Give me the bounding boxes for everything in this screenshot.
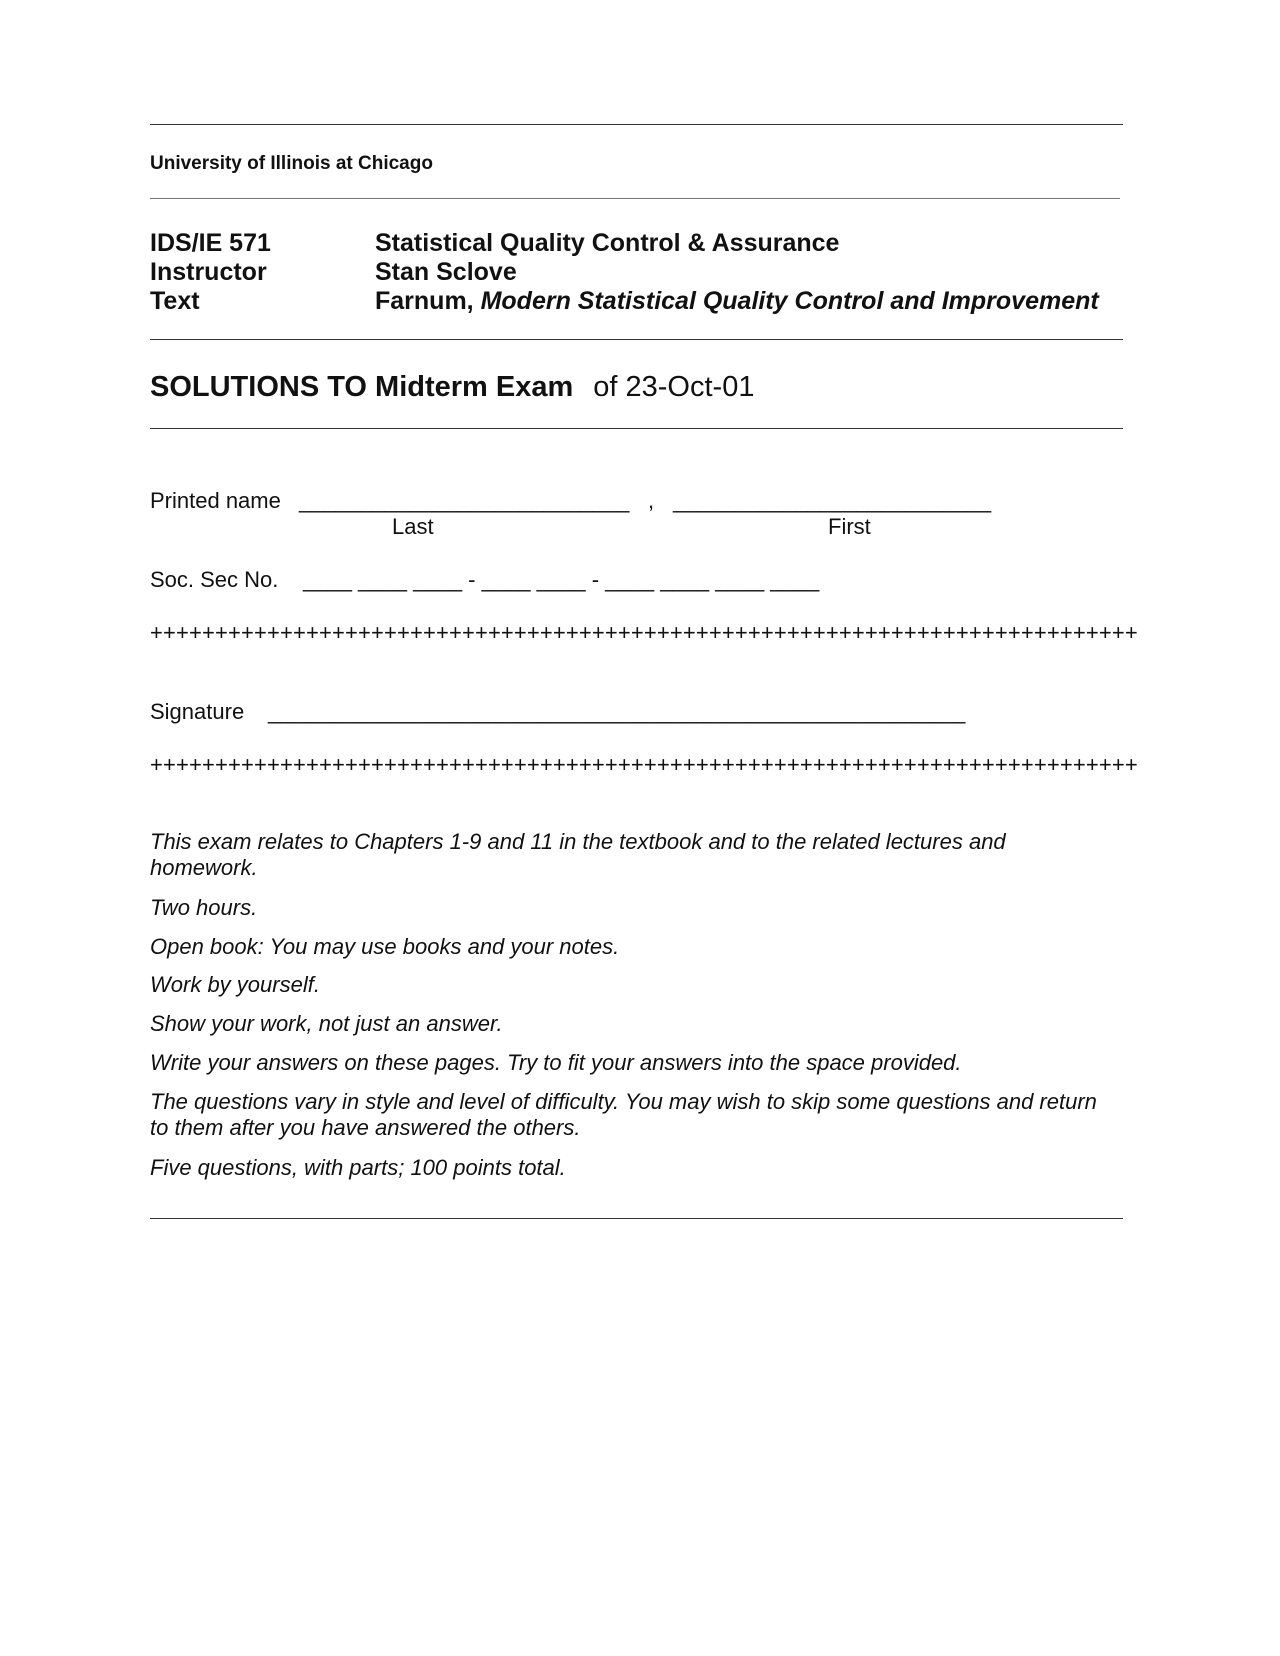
instruction-points: Five questions, with parts; 100 points total. [150, 1155, 566, 1180]
course-label: IDS/IE 571 [150, 229, 271, 257]
signature-label: Signature [150, 699, 245, 724]
instructor-value: Stan Sclove [375, 258, 517, 286]
text-author: Farnum, [375, 287, 481, 315]
last-name-blank[interactable]: ___________________________ [299, 488, 630, 513]
plus-separator-2: ++++++++++++++++++++++++++++++++++++++++++++++++++++++++++++++++++++++++++++ [150, 752, 1138, 777]
ssn-blanks[interactable]: ____ ____ ____ - ____ ____ - ____ ____ ____ ____ [303, 567, 820, 592]
plus-separator-1: ++++++++++++++++++++++++++++++++++++++++++++++++++++++++++++++++++++++++++++ [150, 620, 1138, 645]
first-caption: First [828, 514, 871, 539]
instruction-difficulty: The questions vary in style and level of difficulty. You may wish to skip some questions and return to them after you have answered the others. [150, 1089, 1097, 1140]
instruction-write-answers: Write your answers on these pages. Try to fit your answers into the space provided. [150, 1050, 962, 1075]
exam-date: of 23-Oct-01 [593, 371, 755, 403]
name-comma: , [648, 488, 655, 513]
instruction-show-work: Show your work, not just an answer. [150, 1011, 503, 1036]
printed-name-label: Printed name [150, 488, 281, 513]
course-value: Statistical Quality Control & Assurance [375, 229, 840, 257]
title-rule [150, 428, 1123, 429]
exam-title [150, 371, 754, 404]
text-value [375, 287, 1099, 316]
text-book-title: Modern Statistical Quality Control and Improvement [480, 287, 1099, 315]
info-rule [150, 339, 1123, 340]
bottom-rule [150, 1218, 1123, 1219]
top-rule [150, 124, 1123, 125]
first-name-blank[interactable]: __________________________ [673, 488, 992, 513]
header-rule [150, 198, 1120, 199]
text-label: Text [150, 287, 200, 315]
instruction-scope: This exam relates to Chapters 1-9 and 11 in the textbook and to the related lectures and homework. [150, 829, 1006, 880]
exam-title-text: SOLUTIONS TO Midterm Exam [150, 371, 574, 403]
instructor-label: Instructor [150, 258, 267, 286]
instruction-open-book: Open book: You may use books and your notes. [150, 934, 620, 959]
ssn-label: Soc. Sec No. [150, 567, 279, 592]
instruction-duration: Two hours. [150, 895, 258, 920]
last-caption: Last [392, 514, 434, 539]
university-name: University of Illinois at Chicago [150, 153, 433, 174]
signature-blank[interactable]: _________________________________________________________ [268, 699, 966, 724]
instruction-work-alone: Work by yourself. [150, 972, 320, 997]
